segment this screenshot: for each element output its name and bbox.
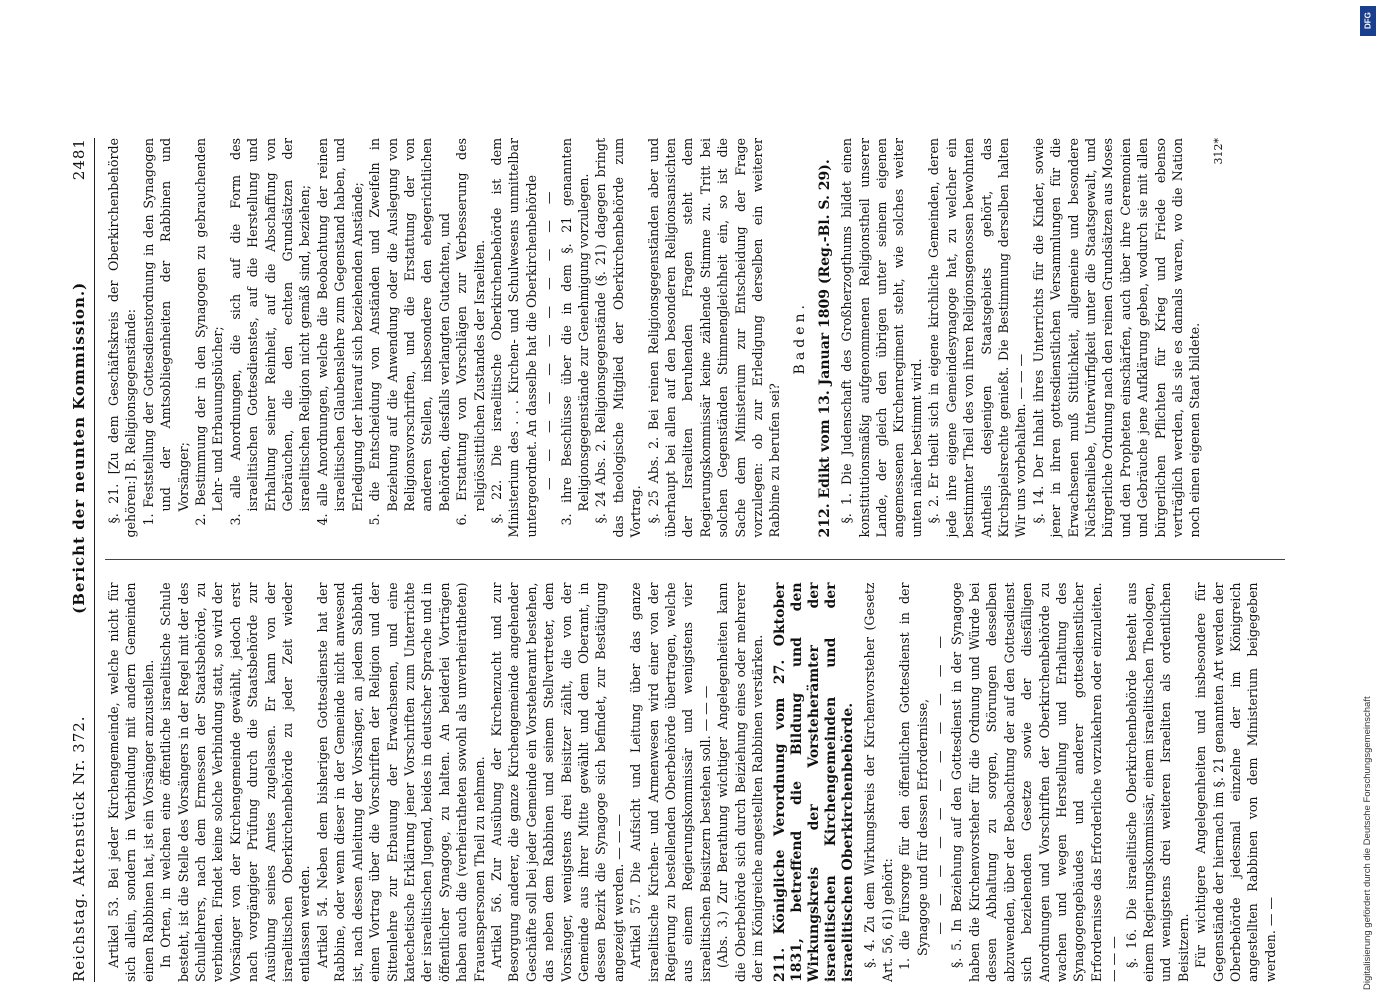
document-page	[60, 120, 1320, 1000]
dash-separator-right: — — — — — — — — — — —	[541, 185, 557, 491]
paragraph-schule: In Orten, in welchen eine öffentliche israelitische Schule besteht, ist die Stelle des Vorsängers in der Regel mit der des Schullehrers, nach dem Ermessen der Staatsbehörde, zu verbinden. Findet keine solche Verbindung statt, so wird der Vorsänger von der Kirchengemeinde gewählt, jedoch erst nach vorgängiger Prüfung durch die Staatsbehörde zur Ausübung seines Amtes zugelassen. Er kann von der israelitischen Oberkirchenbehörde zu jeder Zeit wieder entlassen werden.	[158, 582, 313, 982]
paragraph-art53: Artikel 53. Bei jeder Kirchengemeinde, welche nicht für sich allein, sondern in Verbindung mit andern Gemeinden einen Rabbinen hat, ist ein Vorsänger anzustellen.	[106, 582, 156, 982]
dfg-logo: DFG	[1360, 6, 1376, 36]
paragraph-s25: §. 25 Abs. 2. Bei reinen Religionsgegenständen aber und überhaupt bei allen auf den besonderen Religionsansichten der Israeliten beruhenden Fragen steht dem Regierungskommissär keine zählende Stimme zu. Tritt bei solchen Gegenständen Stimmengleichheit ein, so ist die Sache dem Ministerium zur Entscheidung der Frage vorzulegen: ob zur Erledigung derselben ein weiterer Rabbine zu berufen sei?	[645, 137, 783, 538]
page-number: 2481	[70, 138, 88, 181]
list-item-2: 2. Bestimmung der in den Synagogen zu gebrauchenden Lehr- und Erbauungsbücher;	[193, 137, 226, 526]
paragraph-art57: Artikel 57. Die Aufsicht und Leitung über das ganze israelitische Kirchen- und Armenwesen wird einer von der Regierung zu bestellenden Oberbehörde übertragen, welche aus einem Regierungskommissär und wenigstens vier israelitischen Beisitzern bestehen soll. — — —	[628, 582, 713, 982]
heading-212: 212. Edikt vom 13. Januar 1809 (Reg.-Bl. S. 29).	[817, 159, 834, 538]
paragraph-s24: §. 24 Abs. 2. Religionsgegenstände (§. 21) dagegen bringt das theologische Mitglied der Oberkirchenbehörde zum Vortrag.	[593, 137, 644, 538]
page-header	[70, 138, 95, 982]
list-item-211-1: 1. die Fürsorge für den öffentlichen Gottesdienst in der Synagoge und für dessen Erfordernisse,	[897, 582, 930, 970]
list-item-5: 5. die Entscheidung von Anständen und Zweifeln in Beziehung auf die Anwendung oder die Auslegung von Religionsvorschriften, und die Erstattung der von anderen Stellen, insbesondere den ehegerichtlichen Behörden, diesfalls verlangten Gutachten, und	[367, 137, 452, 526]
paragraph-212-s14: §. 14. Der Inhalt ihres Unterrichts für die Kinder, sowie jener in ihren gottesdienstlichen Versammlungen für die Erwachsenen muß Sittlichkeit, allgemeine und besondere Nächstenliebe, Unterwürfigkeit unter die Staatsgewalt, und bürgerliche Ordnung nach den reinen Grundsätzen aus Moses und den Propheten einschärfen, auch über ihre Ceremonien und Gebräuche jene Aufklärung geben, wodurch sie mit allen bürgerlichen Pflichten für Krieg und Friede ebenso verträglich werden, als sie es damals waren, wo die Nation noch einen eigenen Staat bildete.	[1030, 137, 1203, 538]
paragraph-art56: Artikel 56. Zur Ausübung der Kirchenzucht und zur Besorgung anderer, die ganze Kirchengemeinde angehender Geschäfte soll bei jeder Gemeinde ein Vorsteheramt bestehen, das neben dem Rabbinen und seinem Stellvertreter, dem Vorsänger, wenigstens drei Beisitzer zählt, die von der Gemeinde aus ihrer Mitte gewählt und dem Oberamt, in dessen Bezirk die Synagoge sich befindet, zur Bestätigung angezeigt werden. — — —	[488, 582, 626, 982]
heading-211: 211. Königliche Verordnung vom 27. Oktober 1831, betreffend die Bildung und den Wirkungskreis der Vorsteherämter der israelitischen Kirchengemeinden und der israelitischen Oberkirchenbehörde.	[772, 582, 857, 982]
list-item-1: 1. Feststellung der Gottesdienstordnung in den Synagogen und der Amtsobliegenheiten der Rabbinen und Vorsänger;	[140, 137, 191, 526]
list-item-4: 4. alle Anordnungen, welche die Beobachtung der reinen israelitischen Glaubenslehre zum Gegenstand haben, und Erledigung der hierauf sich beziehenden Anstände;	[314, 137, 365, 526]
paragraph-art54: Artikel 54. Neben dem bisherigen Gottesdienste hat der Rabbine, oder wenn dieser in der Gemeinde nicht anwesend ist, nach dessen Anleitung der Vorsänger, an jedem Sabbath einen Vortrag über die Vorschriften der Religion und der Sittenlehre zur Erbauung der Erwachsenen, und eine katechetische Erklärung jener Vorschriften zum Unterrichte der israelitischen Jugend, beides in deutscher Sprache und in öffentlicher Synagoge, zu halten. An beiderlei Vorträgen haben auch die (verheiratheten sowohl als unverheiratheten) Frauenspersonen Theil zu nehmen.	[314, 582, 487, 982]
paragraph-211-wichtig: Für wichtigere Angelegenheiten und insbesondere für Gegenstände der hiernach im §. 21 genannten Art werden der Oberbehörde jedesmal einzelne der im Königreich angestellten Rabbinen von dem Ministerium beigegeben werden. — —	[1193, 582, 1278, 982]
header-left: Reichstag. Aktenstück Nr. 372.	[70, 715, 88, 982]
digitization-note: Digitalisierung gefördert durch die Deutsche Forschungsgemeinschaft	[1362, 696, 1373, 990]
paragraph-211-s5: §. 5. In Beziehung auf den Gottesdienst in der Synagoge haben die Kirchenvorsteher für die Ordnung und Würde bei dessen Abhaltung zu sorgen, Störungen desselben abzuwenden, über der Beobachtung der auf den Gottesdienst sich beziehenden Gesetze sowie der diesfälligen Anordnungen und Vorschriften der Oberkirchenbehörde zu wachen und wegen Herstellung und Erhaltung des Synagogengebäudes und anderer gottesdienstlicher Erfordernisse das Erforderliche vorzukehren oder einzuleiten. — — —	[949, 582, 1122, 982]
header-center: (Bericht der neunten Kommission.)	[70, 281, 88, 614]
footer-number: 312*	[1211, 137, 1225, 165]
paragraph-211-s4: §. 4. Zu dem Wirkungskreis der Kirchenvorsteher (Gesetz Art. 56, 61) gehört:	[862, 582, 895, 982]
paragraph-s22: §. 22. Die israelitische Oberkirchenbehörde ist dem Ministerium des . . . Kirchen- und Schulwesens unmittelbar untergeordnet. An dasselbe hat die Oberkirchenbehörde	[488, 137, 539, 538]
paragraph-212-s1: §. 1. Die Judenschaft des Großherzogthums bildet einen konstitutionsmäßig aufgenommenen Religionstheil unserer Lande, der gleich den übrigen unter seinem eigenen angemessenen Kirchenregiment steht, wie solches weiter unten näher bestimmt wird.	[839, 137, 924, 538]
list-item-3: 3. alle Anordnungen, die sich auf die Form des israelitischen Gottesdienstes, auf die Herstellung und Erhaltung seiner Reinheit, auf die Abschaffung von Gebräuchen, die den echten Grundsätzen der israelitischen Religion nicht gemäß sind, beziehen;	[227, 137, 313, 526]
column-divider	[105, 560, 1285, 561]
right-column	[105, 138, 1285, 538]
paragraph-212-s2: §. 2. Er theilt sich in eigene kirchliche Gemeinden, deren jede ihre eigene Gemeindesynagoge hat, zu welcher ein bestimmter Theil des von ihren Religionsgenossen bewohnten Antheils desjenigen Staatsgebiets gehört, das Kirchspielsrechte genießt. Die Bestimmung derselben halten Wir uns vorbehalten. — — —	[926, 137, 1029, 538]
dash-separator: — — — — — — — — — — —	[932, 629, 948, 935]
left-column	[105, 582, 1285, 982]
list-item-6: 6. Erstattung von Vorschlägen zur Verbesserung des religiössittlichen Zustandes der Israeliten.	[454, 137, 487, 526]
paragraph-abs3: (Abs. 3.) Zur Berathung wichtiger Angelegenheiten kann die Oberbehörde sich durch Beiziehung eines oder mehrerer der im Königreiche angestellten Rabbinen verstärken.	[715, 582, 766, 982]
section-title-baden: Baden.	[791, 301, 808, 375]
list-item-3b: 3. ihre Beschlüsse über die in dem §. 21 genannten Religionsgegenstände zur Genehmigung vorzulegen.	[558, 137, 591, 526]
paragraph-s21: §. 21. [Zu dem Geschäftskreis der Oberkirchenbehörde gehören:] B. Religionsgegenstände:	[106, 137, 139, 538]
paragraph-211-s16: §. 16. Die israelitische Oberkirchenbehörde besteht aus einem Regierungskommissär, einem israelitischen Theologen, und wenigstens drei weiteren Israeliten als ordentlichen Beisitzern.	[1123, 582, 1191, 982]
